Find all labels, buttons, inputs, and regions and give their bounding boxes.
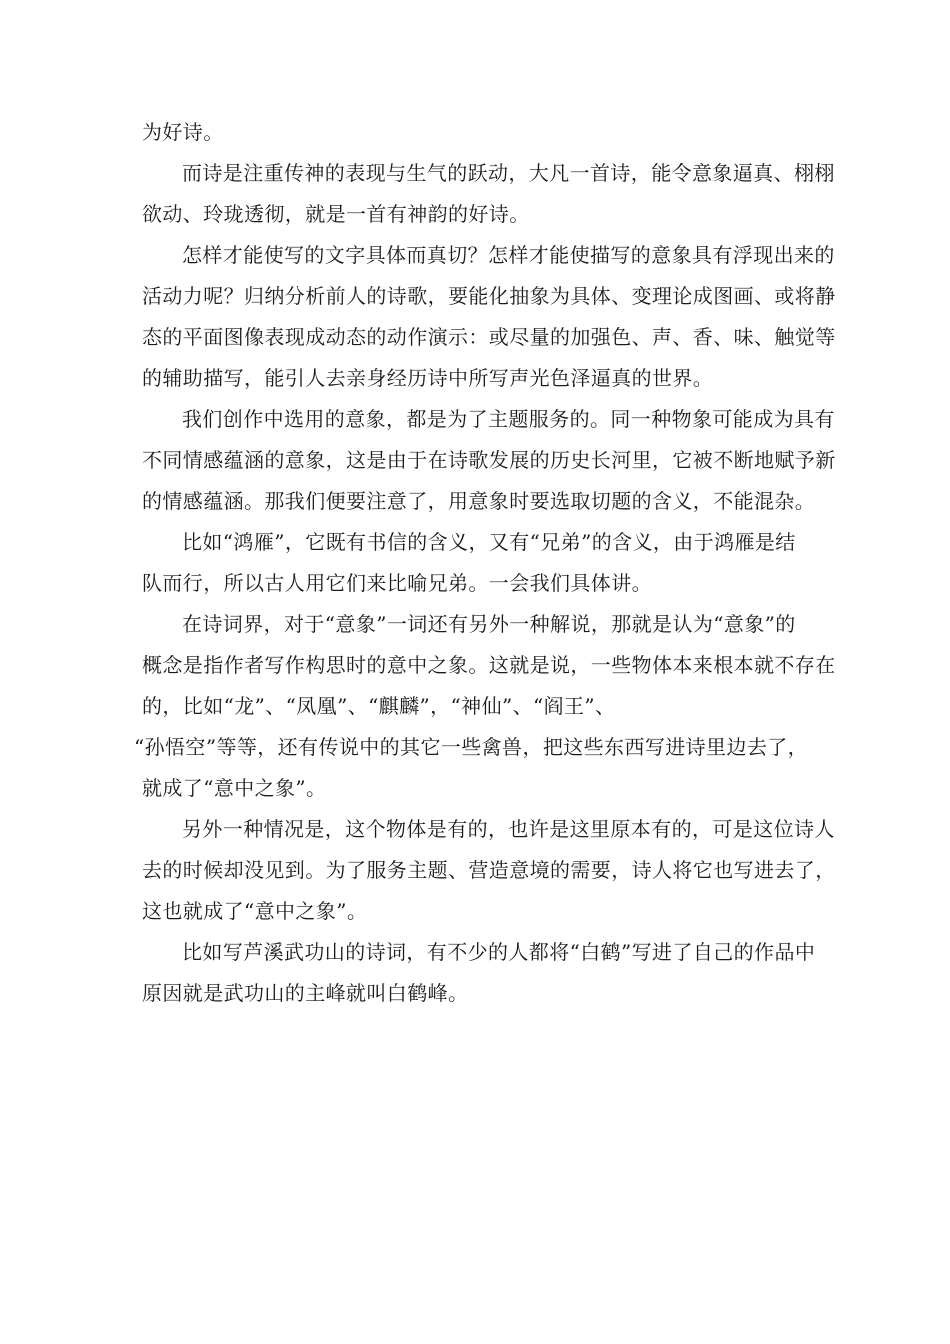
text-line: 怎样才能使写的文字具体而真切？怎样才能使描写的意象具有浮现出来的 xyxy=(182,243,835,267)
text-line: 就成了“意中之象”。 xyxy=(142,776,327,800)
text-line: 另外一种情况是，这个物体是有的，也许是这里原本有的，可是这位诗人 xyxy=(182,817,835,841)
document-page xyxy=(134,112,836,1014)
text-line: 队而行，所以古人用它们来比喻兄弟。一会我们具体讲。 xyxy=(142,571,652,595)
text-line: 欲动、玲珑透彻，就是一首有神韵的好诗。 xyxy=(142,202,530,226)
text-line: 我们创作中选用的意象，都是为了主题服务的。同一种物象可能成为具有 xyxy=(182,407,835,431)
text-line: 这也就成了“意中之象”。 xyxy=(142,899,368,923)
text-line: “孙悟空”等等，还有传说中的其它一些禽兽，把这些东西写进诗里边去了， xyxy=(134,735,809,759)
paragraph-1 xyxy=(142,112,812,153)
text-line: 去的时候却没见到。为了服务主题、营造意境的需要，诗人将它也写进去了， xyxy=(142,858,836,882)
text-line: 的情感蕴涵。那我们便要注意了，用意象时要选取切题的含义，不能混杂。 xyxy=(142,489,816,513)
text-line: 态的平面图像表现成动态的动作演示：或尽量的加强色、声、香、味、触觉等 xyxy=(142,325,836,349)
text-line: 为好诗。 xyxy=(142,120,224,144)
text-line: 的辅助描写，能引人去亲身经历诗中所写声光色泽逼真的世界。 xyxy=(142,366,714,390)
text-line: 比如“鸿雁”，它既有书信的含义，又有“兄弟”的含义，由于鸿雁是结 xyxy=(182,530,796,554)
paragraph-8 xyxy=(142,932,816,1014)
paragraph-6 xyxy=(134,604,836,809)
text-line: 在诗词界，对于“意象”一词还有另外一种解说，那就是认为“意象”的 xyxy=(182,612,796,636)
text-line: 原因就是武功山的主峰就叫白鹤峰。 xyxy=(142,981,469,1005)
paragraph-5 xyxy=(142,522,812,604)
paragraph-7 xyxy=(142,809,836,932)
text-line: 不同情感蕴涵的意象，这是由于在诗歌发展的历史长河里，它被不断地赋予新 xyxy=(142,448,836,472)
text-line: 而诗是注重传神的表现与生气的跃动，大凡一首诗，能令意象逼真、栩栩 xyxy=(182,161,835,185)
paragraph-2 xyxy=(142,153,835,235)
text-line: 比如写芦溪武功山的诗词，有不少的人都将“白鹤”写进了自己的作品中 xyxy=(182,940,816,964)
text-line: 活动力呢？归纳分析前人的诗歌，要能化抽象为具体、变理论成图画、或将静 xyxy=(142,284,836,308)
paragraph-3 xyxy=(142,235,836,399)
text-line: 的，比如“龙”、“凤凰”、“麒麟”，“神仙”、“阎王”、 xyxy=(142,694,616,718)
text-line: 概念是指作者写作构思时的意中之象。这就是说，一些物体本来根本就不存在 xyxy=(142,653,836,677)
paragraph-4 xyxy=(142,399,836,522)
